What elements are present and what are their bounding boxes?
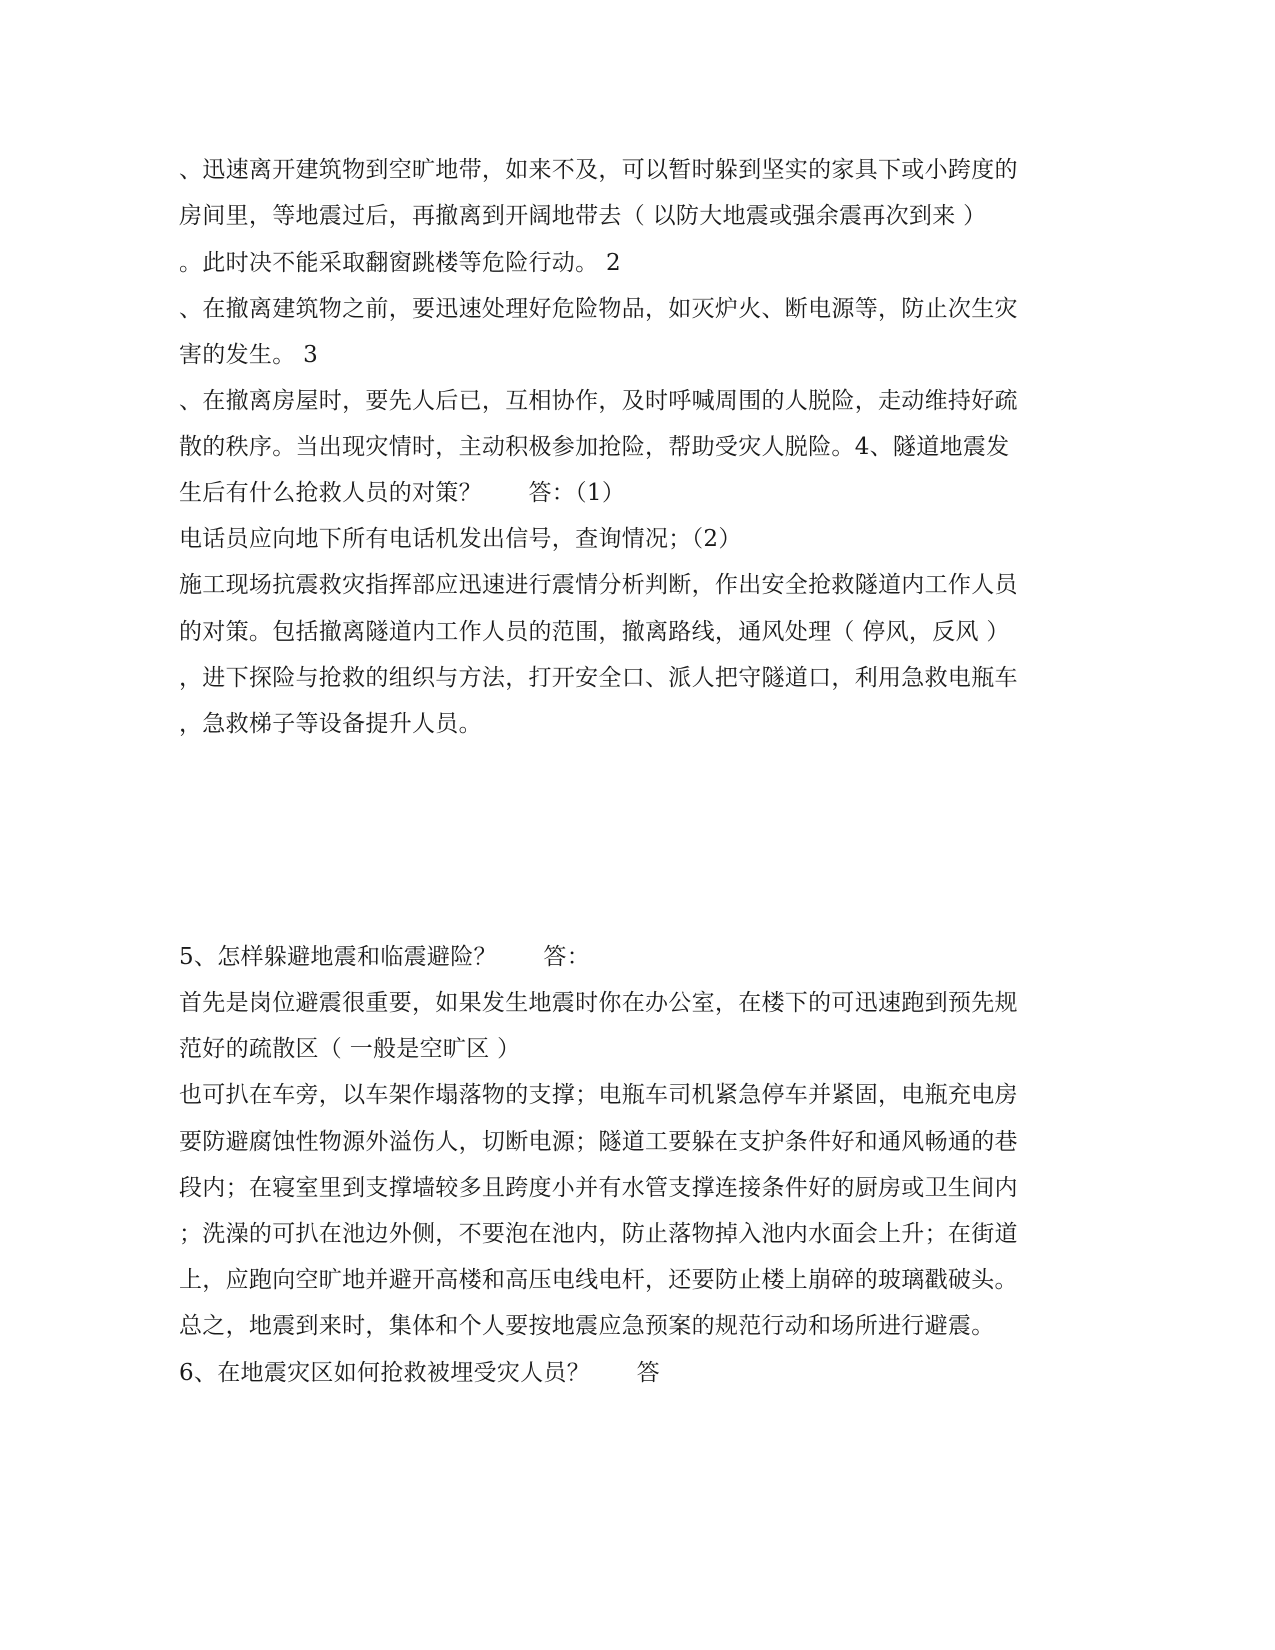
text-line: 、在撤离房屋时，要先人后已，互相协作，及时呼喊周围的人脱险，走动维持好疏	[179, 388, 1018, 414]
text-line: 、在撤离建筑物之前，要迅速处理好危险物品，如灭炉火、断电源等，防止次生灾	[179, 296, 1018, 322]
text-line: 段内；在寝室里到支撑墙较多且跨度小并有水管支撑连接条件好的厨房或卫生间内	[179, 1175, 1018, 1201]
text-line: 要防避腐蚀性物源外溢伤人，切断电源；隧道工要躲在支护条件好和通风畅通的巷	[179, 1129, 1018, 1155]
text-line: 首先是岗位避震很重要，如果发生地震时你在办公室，在楼下的可迅速跑到预先规	[179, 990, 1018, 1016]
text-line: 。此时决不能采取翻窗跳楼等危险行动。 2	[179, 250, 621, 276]
text-line: 范好的疏散区（ 一般是空旷区 ）	[179, 1036, 521, 1062]
text-line: ，急救梯子等设备提升人员。	[179, 711, 482, 737]
text-line: 总之，地震到来时，集体和个人要按地震应急预案的规范行动和场所进行避震。	[179, 1313, 995, 1339]
text-line: 散的秩序。当出现灾情时，主动积极参加抢险，帮助受灾人脱险。4、隧道地震发	[179, 434, 1010, 460]
text-line: 生后有什么抢救人员的对策？ 答：（1）	[179, 480, 626, 506]
text-line: 6、在地震灾区如何抢救被埋受灾人员？ 答	[179, 1360, 660, 1386]
text-line: ，进下探险与抢救的组织与方法，打开安全口、派人把守隧道口，利用急救电瓶车	[179, 665, 1018, 691]
text-line: 电话员应向地下所有电话机发出信号，查询情况；（2）	[179, 526, 742, 552]
text-line: 的对策。包括撤离隧道内工作人员的范围，撤离路线，通风处理（ 停风，反风 ）	[179, 619, 1010, 645]
text-line: 也可扒在车旁，以车架作塌落物的支撑；电瓶车司机紧急停车并紧固，电瓶充电房	[179, 1082, 1018, 1108]
text-line: ；洗澡的可扒在池边外侧，不要泡在池内，防止落物掉入池内水面会上升；在街道	[179, 1221, 1018, 1247]
text-line: 房间里，等地震过后，再撤离到开阔地带去（ 以防大地震或强余震再次到来 ）	[179, 203, 987, 229]
text-line: 施工现场抗震救灾指挥部应迅速进行震情分析判断，作出安全抢救隧道内工作人员	[179, 572, 1018, 598]
text-line: 上，应跑向空旷地并避开高楼和高压电线电杆，还要防止楼上崩碎的玻璃戳破头。	[179, 1267, 1018, 1293]
text-line: 、迅速离开建筑物到空旷地带，如来不及，可以暂时躲到坚实的家具下或小跨度的	[179, 157, 1018, 183]
text-line: 害的发生。 3	[179, 342, 319, 368]
text-line: 5、怎样躲避地震和临震避险？ 答：	[179, 944, 591, 970]
